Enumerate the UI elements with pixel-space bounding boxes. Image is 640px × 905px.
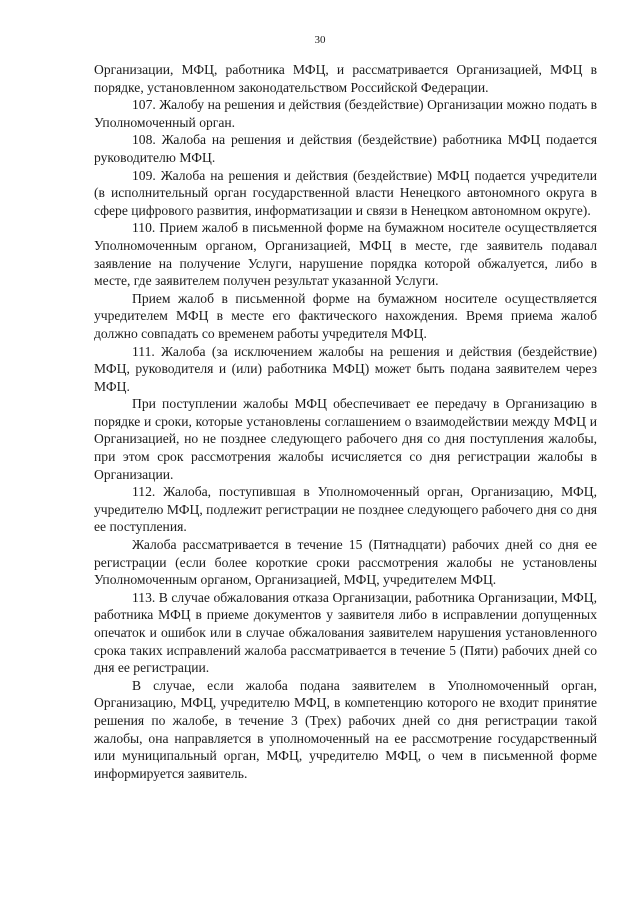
paragraph-113-redirect: В случае, если жалоба подана заявителем в Уполномоченный орган, Организацию, МФЦ, учредителю МФЦ, в компетенцию которого не входит принятие решения по жалобе, в течение 3 (Трех) рабочих дней со дня регистрации такой жалобы, она направляется в уполномоченный на ее рассмотрение государственный или муниципальный орган, МФЦ, учредителю МФЦ, о чем в письменной форме информируется заявитель.	[94, 677, 597, 781]
page-number: 30	[314, 34, 326, 46]
paragraph-108: 108. Жалоба на решения и действия (бездействие) работника МФЦ подается руководителю МФЦ.	[94, 132, 597, 165]
paragraph-110: 110. Прием жалоб в письменной форме на бумажном носителе осуществляется Уполномоченным органом, Организацией, МФЦ в месте, где заявитель подавал заявление на получение Услуги, нарушение порядка которой обжалуется, либо в месте, где заявителем получен результат указанной Услуги.	[94, 220, 597, 289]
document-body	[94, 61, 597, 782]
paragraph-continuation: Организации, МФЦ, работника МФЦ, и рассматривается Организацией, МФЦ в порядке, установленном законодательством Российской Федерации.	[94, 62, 597, 95]
paragraph-112-review-term: Жалоба рассматривается в течение 15 (Пятнадцати) рабочих дней со дня ее регистрации (если более короткие сроки рассмотрения жалобы не установлены Уполномоченным органом, Организацией, МФЦ, учредителем МФЦ.	[94, 537, 597, 588]
paragraph-107: 107. Жалобу на решения и действия (бездействие) Организации можно подать в Уполномоченный орган.	[94, 97, 597, 130]
paragraph-112: 112. Жалоба, поступившая в Уполномоченный орган, Организацию, МФЦ, учредителю МФЦ, подлежит регистрации не позднее следующего рабочего дня со дня ее поступления.	[94, 484, 597, 535]
paragraph-111-transfer: При поступлении жалобы МФЦ обеспечивает ее передачу в Организацию в порядке и сроки, которые установлены соглашением о взаимодействии между МФЦ и Организацией, но не позднее следующего рабочего дня со дня поступления жалобы, при этом срок рассмотрения жалобы исчисляется со дня регистрации жалобы в Организации.	[94, 396, 597, 482]
paragraph-109: 109. Жалоба на решения и действия (бездействие) МФЦ подается учредители (в исполнительный орган государственной власти Ненецкого автономного округа в сфере цифрового развития, информатизации и связи в Ненецком автономном округе).	[94, 167, 597, 218]
paragraph-111: 111. Жалоба (за исключением жалобы на решения и действия (бездействие) МФЦ, руководителя и (или) работника МФЦ) может быть подана заявителем через МФЦ.	[94, 343, 597, 394]
paragraph-113: 113. В случае обжалования отказа Организации, работника Организации, МФЦ, работника МФЦ в приеме документов у заявителя либо в исправлении допущенных опечаток и ошибок или в случае обжалования заявителем нарушения установленного срока таких исправлений жалоба рассматривается в течение 5 (Пяти) рабочих дней со дня ее регистрации.	[94, 589, 597, 676]
paragraph-110-reception: Прием жалоб в письменной форме на бумажном носителе осуществляется учредителем МФЦ в месте его фактического нахождения. Время приема жалоб должно совпадать со временем работы учредителя МФЦ.	[94, 290, 597, 341]
